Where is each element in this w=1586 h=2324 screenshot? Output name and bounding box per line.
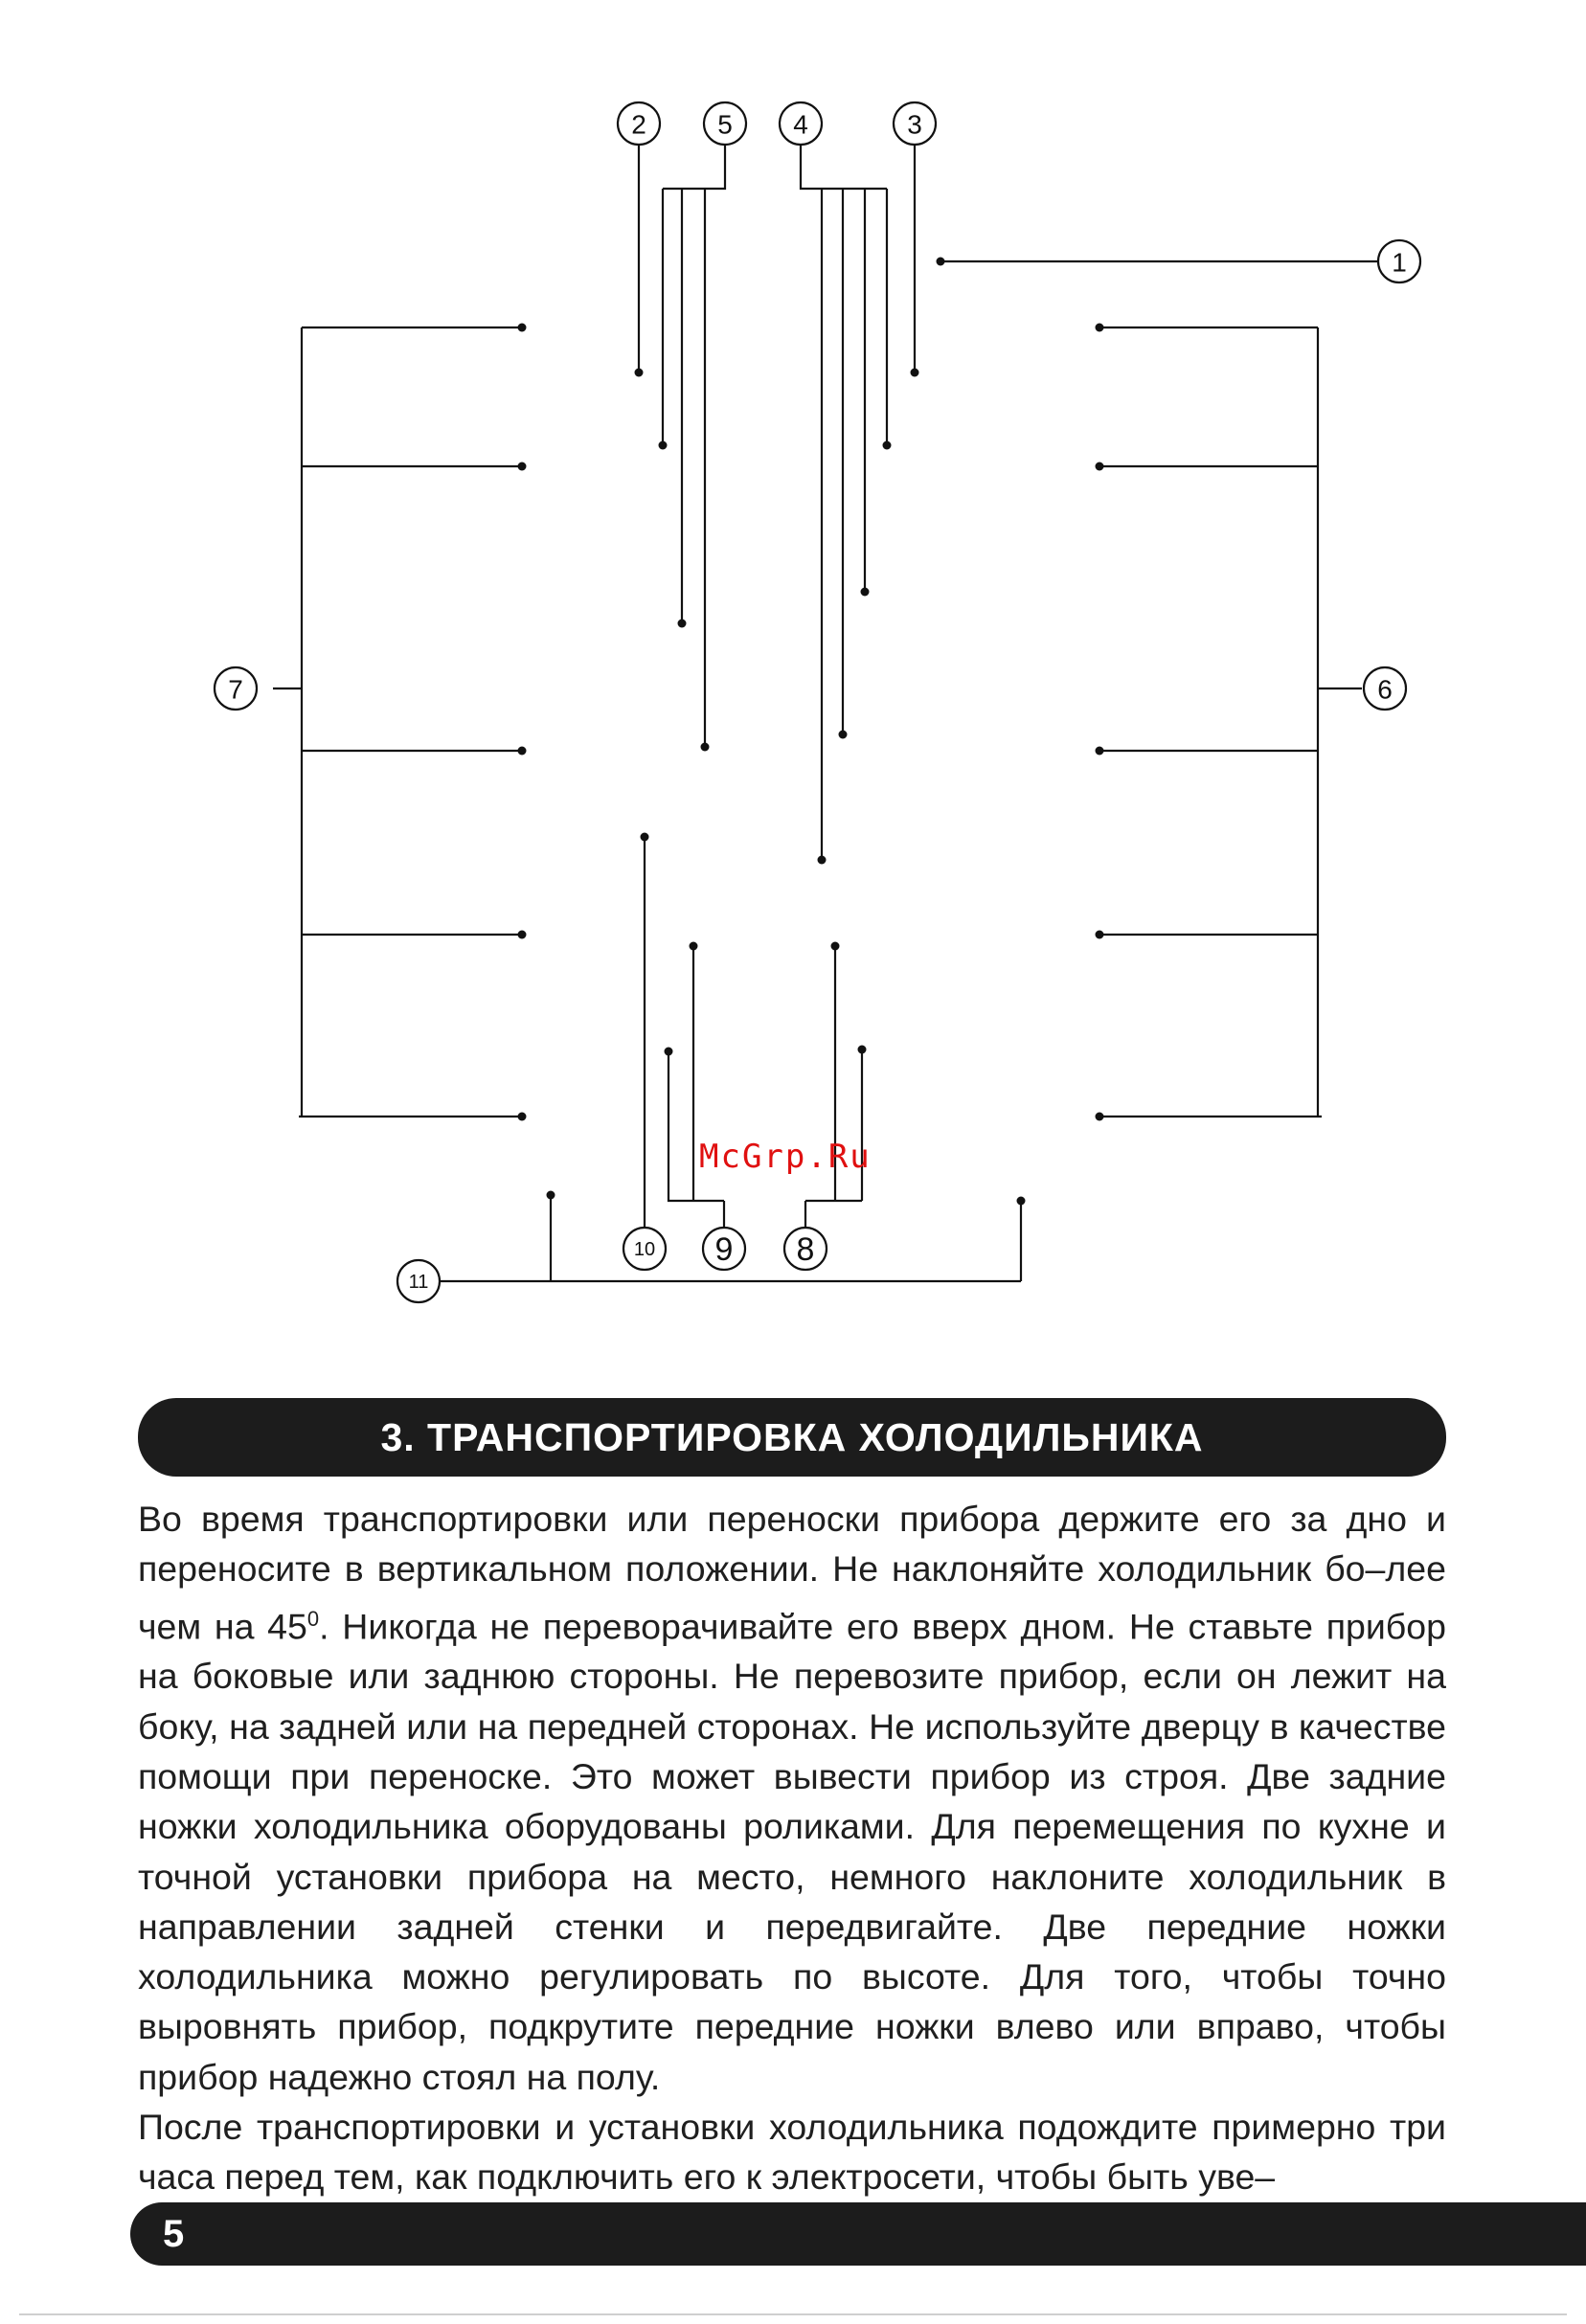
degree-mark: 0 bbox=[306, 1606, 320, 1631]
callout-8-leader bbox=[805, 942, 867, 1230]
callout-11 bbox=[397, 1260, 440, 1302]
callout-2-leader bbox=[635, 144, 644, 377]
callout-8 bbox=[784, 1228, 827, 1270]
callout-5 bbox=[704, 102, 746, 145]
callout-2 bbox=[618, 102, 660, 145]
watermark-text: McGrp.Ru bbox=[699, 1138, 872, 1176]
callout-7 bbox=[215, 667, 257, 710]
callout-3-leader bbox=[911, 144, 919, 377]
callout-1-leader bbox=[937, 258, 1378, 266]
callout-6 bbox=[1364, 667, 1406, 710]
svg-text:8: 8 bbox=[796, 1231, 815, 1268]
callout-3 bbox=[894, 102, 936, 145]
callout-7-leader bbox=[273, 324, 527, 1121]
bottom-rule bbox=[19, 2313, 1567, 2315]
callout-1 bbox=[1378, 240, 1420, 282]
callout-6-leader bbox=[1096, 324, 1363, 1121]
callout-9 bbox=[703, 1228, 745, 1270]
callout-9-leader bbox=[665, 942, 725, 1230]
callout-10-leader bbox=[641, 833, 649, 1230]
body-text bbox=[138, 1494, 1446, 2202]
callout-10 bbox=[623, 1228, 666, 1270]
svg-text:9: 9 bbox=[714, 1231, 734, 1268]
svg-text:4: 4 bbox=[793, 109, 808, 140]
paragraph-1: Во время транспортировки или переноски прибора держите его за дно и переносите в вертикальном положении. Не наклоняйте холодильник бо–лее чем на $45^0$. Никогда не переворачивайте его вверх дном. Не ставьте прибор на боковые или заднюю стороны. Не перевозите прибор, если он лежит на боку, на задней или на передней сторонах. Не используйте дверцу в качестве помощи при переноске. Это может вывести прибор из строя. Две задние ножки холодильника оборудованы роликами. Для перемещения по кухне и точной установки прибора на место, немного наклоните холодильник в направлении задней стенки и передвигайте. Две передние ножки холодильника можно регулировать по высоте. Для того, чтобы точно выровнять прибор, подкрутите передние ножки влево или вправо, чтобы прибор надежно стоял на полу. bbox=[138, 1499, 1446, 2097]
svg-text:2: 2 bbox=[631, 109, 646, 140]
svg-text:1: 1 bbox=[1392, 247, 1407, 278]
footer-bar bbox=[130, 2202, 1586, 2266]
svg-text:10: 10 bbox=[633, 1239, 656, 1260]
svg-text:6: 6 bbox=[1377, 674, 1393, 705]
callout-4-leader bbox=[801, 144, 892, 865]
svg-text:11: 11 bbox=[408, 1272, 429, 1293]
svg-text:7: 7 bbox=[228, 674, 243, 705]
svg-text:5: 5 bbox=[717, 109, 733, 140]
section-title-bar bbox=[138, 1398, 1446, 1477]
callout-5-leader bbox=[659, 144, 726, 752]
page-number: 5 bbox=[163, 2213, 185, 2255]
paragraph-2: После транспортировки и установки холодильника подождите примерно три часа перед тем, как подключить его к электросети, чтобы быть уве– bbox=[138, 2107, 1446, 2198]
svg-text:3: 3 bbox=[907, 109, 922, 140]
section-title: 3. ТРАНСПОРТИРОВКА ХОЛОДИЛЬНИКА bbox=[380, 1414, 1204, 1459]
callout-4 bbox=[780, 102, 822, 145]
